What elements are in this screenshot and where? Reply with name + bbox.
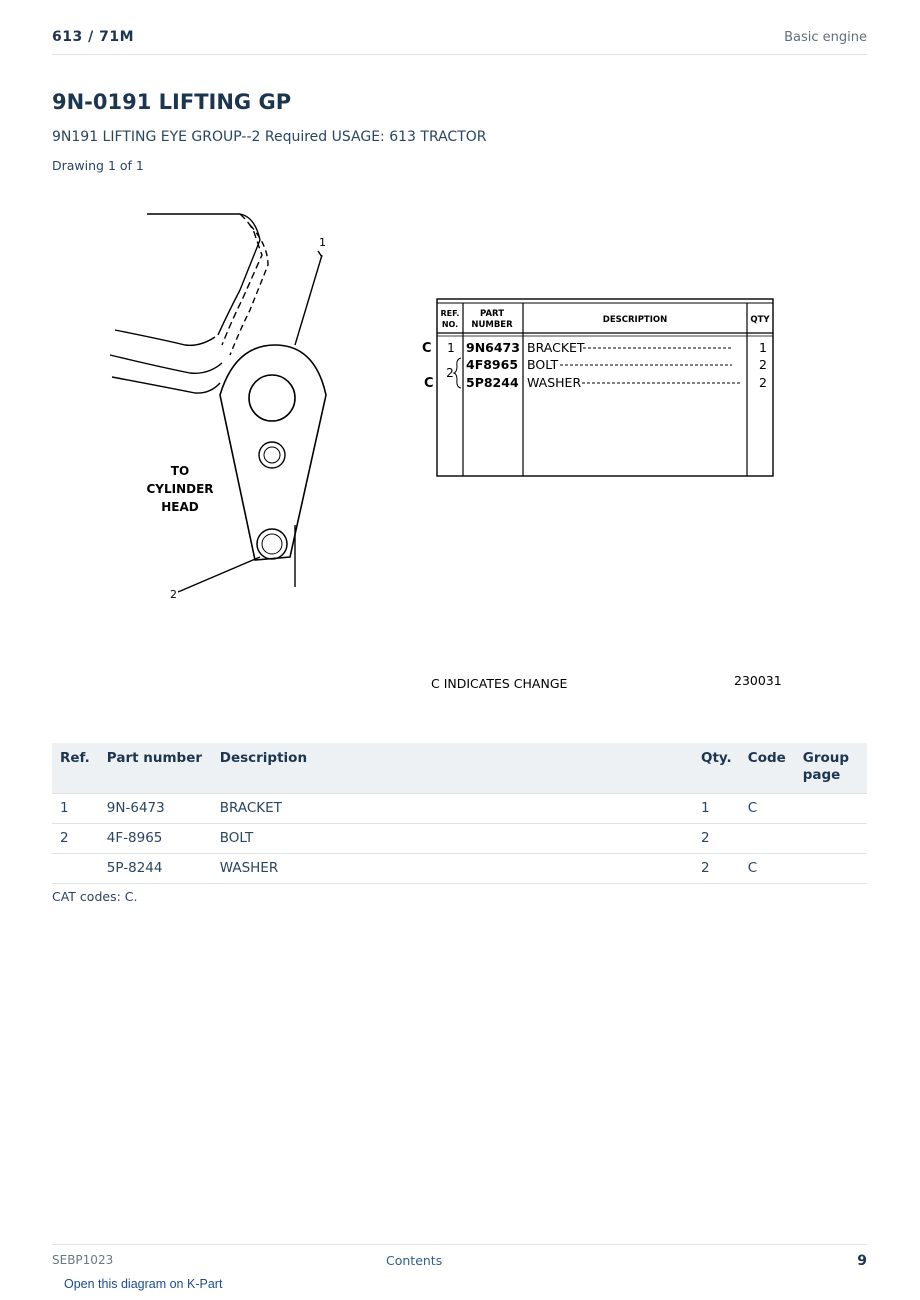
page-number: 9 <box>857 1253 867 1269</box>
inset-row-3-desc: WASHER <box>527 375 582 390</box>
cell-ref: 1 <box>52 794 99 824</box>
page-title: 9N-0191 LIFTING GP <box>52 90 292 114</box>
inset-row-2-brace <box>454 358 461 388</box>
drawing-number: 230031 <box>734 673 782 688</box>
col-qty: Qty. <box>693 743 740 794</box>
cat-codes-note: CAT codes: C. <box>52 889 138 904</box>
inset-parts-table <box>422 299 773 476</box>
inset-row-1-part: 9N6473 <box>466 340 520 355</box>
inset-header-desc: DESCRIPTION <box>602 315 668 325</box>
inset-row-2-desc: BOLT <box>527 357 559 372</box>
page-header <box>52 28 867 55</box>
inset-row-1-ref: 1 <box>447 341 455 355</box>
contents-link[interactable]: Contents <box>386 1253 443 1268</box>
cell-qty: 2 <box>693 854 740 884</box>
note-line-3: HEAD <box>161 500 199 514</box>
col-ref: Ref. <box>52 743 99 794</box>
cell-qty: 2 <box>693 824 740 854</box>
callout-1: 1 <box>319 236 326 249</box>
inset-header-part-1: PART <box>480 309 504 319</box>
table-row <box>52 824 867 854</box>
cell-qty: 1 <box>693 794 740 824</box>
kpart-diagram-link[interactable]: Open this diagram on K-Part <box>64 1277 223 1291</box>
col-part-number: Part number <box>99 743 212 794</box>
inset-row-3-change: C <box>424 376 434 391</box>
table-row <box>52 794 867 824</box>
cell-code: C <box>740 794 795 824</box>
model-label: 613 / 71M <box>52 29 134 45</box>
cell-part-number: 5P-8244 <box>99 854 212 884</box>
section-label: Basic engine <box>784 30 867 45</box>
cell-ref <box>52 854 99 884</box>
bracket-drawing <box>110 214 326 592</box>
cell-description: WASHER <box>212 854 693 884</box>
inset-row-1-qty: 1 <box>759 340 767 355</box>
cell-code: C <box>740 854 795 884</box>
inset-row-1-desc: BRACKET <box>527 340 585 355</box>
cell-code <box>740 824 795 854</box>
inset-row-2-part: 4F8965 <box>466 357 519 372</box>
cell-part-number: 4F-8965 <box>99 824 212 854</box>
parts-table-header <box>52 743 867 794</box>
callout-2: 2 <box>170 588 177 601</box>
col-description: Description <box>212 743 693 794</box>
footer-divider <box>52 1244 867 1245</box>
inset-header-ref-2: NO. <box>441 320 459 329</box>
cell-part-number: 9N-6473 <box>99 794 212 824</box>
inset-row-2-ref: 2 <box>446 366 454 380</box>
col-code: Code <box>740 743 795 794</box>
group-subtitle: 9N191 LIFTING EYE GROUP--2 Required USAGE: 613 TRACTOR <box>52 129 487 145</box>
document-id: SEBP1023 <box>52 1253 114 1267</box>
cell-ref: 2 <box>52 824 99 854</box>
cell-group-page <box>795 854 867 884</box>
cell-description: BRACKET <box>212 794 693 824</box>
note-line-2: CYLINDER <box>146 482 214 496</box>
col-group-page: Group page <box>795 743 867 794</box>
drawing-label: Drawing 1 of 1 <box>52 158 144 173</box>
note-line-1: TO <box>170 464 190 478</box>
inset-row-1-change: C <box>422 341 432 356</box>
table-row <box>52 854 867 884</box>
parts-table <box>52 743 867 884</box>
parts-diagram <box>90 195 810 700</box>
inset-row-3-qty: 2 <box>759 375 767 390</box>
inset-header-qty: QTY <box>750 315 770 325</box>
change-legend: C INDICATES CHANGE <box>431 676 568 691</box>
inset-header-part-2: NUMBER <box>471 320 513 330</box>
inset-header-ref-1: REF. <box>440 309 460 318</box>
cell-group-page <box>795 794 867 824</box>
cell-description: BOLT <box>212 824 693 854</box>
cell-group-page <box>795 824 867 854</box>
inset-row-3-part: 5P8244 <box>466 375 519 390</box>
inset-row-2-qty: 2 <box>759 357 767 372</box>
